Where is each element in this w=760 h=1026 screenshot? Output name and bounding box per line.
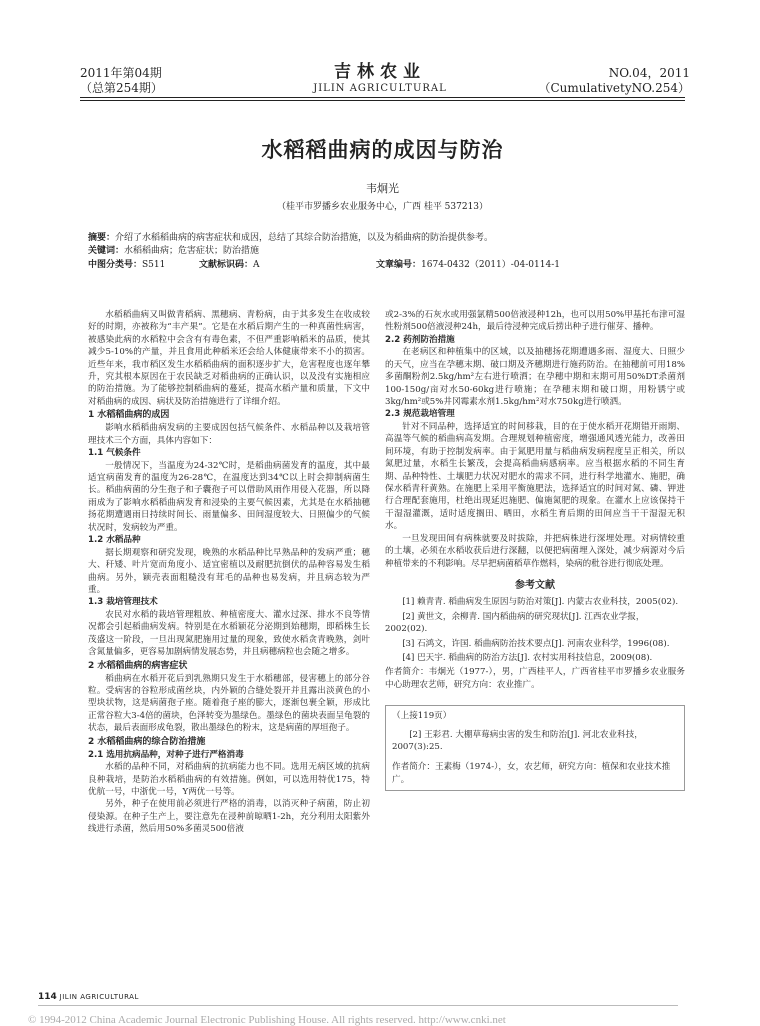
section-2-3-paragraph-2: 一旦发现田间有病株就要及时拔除，并把病株进行深埋处理。对病情较重的土壤，必须在水稻收获后进行深翻，以便把病菌埋入深处，减少病源对今后种植带来的不利影响。尽早把病菌稻草作燃料，染病的秕谷进行彻底处理。	[385, 533, 685, 569]
right-column	[385, 309, 685, 791]
journal-name-en: JILIN AGRICULTURAL	[313, 83, 447, 94]
continued-paragraph: 或2-3%的石灰水或用强氯精500倍液浸种12h，也可以用50%甲基托布津可湿性粉剂500倍液浸种24h，最后待浸种完成后捞出种子进行催芽、播种。	[385, 310, 685, 333]
section-1-1-paragraph: 一般情况下，当温度为24-32℃时，是稻曲病菌发育的温度，其中最适宜病菌发育的温度为26-28℃，在温度达到34℃以上时会抑制病菌生长。稻曲病菌的分生孢子和子囊孢子可以借助风雨作用侵入花器，所以降雨成为了影响水稻稻曲病发育和浸染的主要气候因素，尤其是在水稻抽穗扬花期遭遇雨日持续时间长、雨量偏多、田间湿度较大、日照偏少的气候状况时，发病较为严重。	[88, 460, 370, 533]
total-issue-en: （CumulativetyNO.254）	[538, 81, 690, 95]
left-column	[88, 309, 370, 836]
clc-label: 中图分类号：	[88, 260, 143, 270]
section-1-heading: 1 水稻稻曲病的成因	[88, 410, 170, 421]
abstract-line	[88, 232, 493, 244]
section-2-2-heading: 2.2 药剂防治措施	[385, 334, 455, 345]
continued-from-label: （上接119页）	[392, 711, 452, 722]
reference-item: [1] 赖青青. 稻曲病发生原因与防治对策[J]. 内蒙古农业科技，2005(02).	[402, 597, 679, 608]
total-issue-cn: （总第254期）	[80, 81, 163, 95]
author-affiliation: （桂平市罗播乡农业服务中心，广西 桂平 537213）	[276, 202, 489, 212]
issue-info-left	[80, 66, 163, 96]
keywords-label: 关键词：	[88, 246, 125, 256]
footer-journal: JILIN AGRICULTURAL	[59, 993, 139, 1001]
section-1-paragraph: 影响水稻稻曲病发病的主要成因包括气候条件、水稻品种以及栽培管理技术三个方面，具体内容如下：	[88, 423, 370, 446]
article-number-label: 文章编号：	[376, 260, 422, 270]
article-title: 水稻稻曲病的成因与防治	[261, 138, 504, 162]
article-number-line	[376, 259, 560, 271]
issue-cn: 2011年第04期	[80, 66, 162, 80]
article-number-value: 1674-0432（2011）-04-0114-1	[421, 260, 560, 270]
section-1-2-paragraph: 据长期观察和研究发现，晚熟的水稻品种比早熟品种的发病严重；穗大、秆矮、叶片宽而角度小、适宜密植以及耐肥抗倒伏的品种容易发生稻曲病。另外，颖壳表面粗糙没有茸毛的品种也易发病，并且病态较为严重。	[88, 547, 370, 595]
page-footer	[38, 992, 139, 1002]
continued-author-bio: 作者简介：王素梅（1974-），女，农艺师，研究方向：植保和农业技术推广。	[392, 762, 671, 785]
section-2-paragraph: 稻曲病在水稻开花后到乳熟期只发生于水稻穗部，侵害穗上的部分谷粒。受病害的谷粒形成菌丝块，内外颖的合缝处裂开并且露出淡黄色的小型块状物，这是病菌孢子座。随着孢子座的膨大，逐渐包裹全颖，形成比正常谷粒大3-4倍的菌块，色泽转变为墨绿色。墨绿色的菌块表面呈龟裂的状态，最后表面形成龟裂，散出墨绿色的粉末，这是病菌的厚垣孢子。	[88, 673, 370, 734]
header-rule	[80, 97, 685, 98]
section-2-3-heading: 2.3 规范栽培管理	[385, 409, 455, 420]
header-rule-2	[80, 100, 685, 101]
footer-rule	[38, 1005, 678, 1006]
section-2-heading: 2 水稻稻曲病的病害症状	[88, 660, 188, 671]
clc-line	[88, 259, 165, 271]
reference-item: [2] 黄世文，余柳青. 国内稻曲病的研究现状[J]. 江西农业学报，2002(02).	[385, 611, 645, 635]
section-2-2-paragraph: 在老病区和种植集中的区域，以及抽穗扬花期遭遇多雨、湿度大、日照少的天气，应当在孕穗末期、破口期及齐穗期进行施药防治。在抽穗前可用18%多菌酮粉剂2.5kg/hm²左右进行喷洒；在孕穗中期和末期可用50%DT杀菌剂100-150g/亩对水50-60kg进行喷施；在孕穗末期和破口期，用粉锈宁或3kg/hm²或5%井冈霉素水剂1.5kg/hm²对水750kg进行喷洒。	[385, 347, 685, 408]
section-1-2-heading: 1.2 水稻品种	[88, 535, 141, 546]
reference-item: [3] 石鸿文，许国. 稻曲病防治技术要点[J]. 河南农业科学，1996(08).	[402, 638, 670, 649]
section-2-3-paragraph-1: 针对不同品种，选择适宜的时间移栽，目的在于使水稻开花期错开雨期、高温等气候的稻曲病高发期。合理规划种植密度，增强通风透光能力，改善田间环境，有助于控制发病率。由于氮肥用量与稻曲病发病程度呈正相关，所以氮肥过量，水稻生长繁茂，会提高稻曲病感病率。应当根据水稻的不同生育期、品种特性、土壤肥力状况对肥水的需求不同，进行科学地灌水、施肥，确保水稻青秆黄熟。在施肥上采用平衡施肥法，选择适宜的时间对氮、磷、钾进行合理配套施用，杜绝出现延迟施肥、偏施氮肥的现象。在灌水上应该保持干干湿湿灌溉，适时适度搁田、晒田，水稻生育后期的田间应当干干湿湿无积水。	[385, 422, 685, 532]
journal-name	[280, 62, 480, 95]
page-number: 114	[38, 992, 57, 1002]
section-1-3-heading: 1.3 栽培管理技术	[88, 597, 158, 608]
section-1-3-paragraph: 农民对水稻的栽培管理粗放、种植密度大、灌水过深、排水不良等情况都会引起稻曲病发病。特别是在水稻颖花分泌期到始穗期，即稻株生长茂盛这一阶段，一旦出现氮肥施用过量的现象，致使水稻贪青晚熟，剑叶含氮量偏多，更容易加剧病情发展态势，并且病穗病粒也会随之增多。	[88, 609, 370, 658]
issue-en: NO.04，2011	[608, 66, 690, 80]
author-bio: 作者简介：韦炯光（1977-），男，广西桂平人，广西省桂平市罗播乡农业服务中心助理农艺师，研究方向：农业推广。	[385, 667, 685, 690]
section-1-1-heading: 1.1 气候条件	[88, 448, 141, 459]
section-2-1-paragraph-2: 另外，种子在使用前必须进行严格的消毒，以消灭种子病菌，防止初侵染源。在种子生产上，要注意先在浸种前晾晒1-2h，充分利用太阳紫外线进行杀菌，然后用50%多菌灵500倍液	[88, 799, 370, 835]
abstract-label: 摘要：	[88, 233, 116, 243]
doc-code-value: A	[253, 260, 260, 270]
article-author: 韦炯光	[366, 182, 399, 195]
journal-name-cn: 吉林农业	[334, 62, 426, 82]
doc-code-label: 文献标识码：	[199, 260, 254, 270]
reference-item: [4] 巴天宇. 稻曲病的防治方法[J]. 农村实用科技信息，2009(08).	[402, 652, 653, 663]
doc-code-line	[199, 259, 260, 271]
copyright-watermark: © 1994-2012 China Academic Journal Electronic Publishing House. All rights reserved. http://www.cnki.net	[28, 1014, 506, 1026]
section-2-1-heading: 2.1 选用抗病品种，对种子进行严格消毒	[88, 749, 244, 760]
section-3-heading: 2 水稻稻曲病的综合防治措施	[88, 736, 206, 747]
keywords-line	[88, 245, 259, 257]
continued-reference: [2] 王彩君. 大棚草莓病虫害的发生和防治[J]. 河北农业科技，2007(3):25.	[392, 729, 643, 752]
intro-paragraph: 水稻稻曲病又叫做青稻病、黑穗病、青粉病，由于其多发生在收成较好的时期，亦被称为“丰产果”。它是在水稻后期产生的一种真菌性病害，被感染此病的水稻粒中会含有有毒色素，不但严重影响稻米的品质，使其减少5-10%的产量，并且食用此种稻米还会给人体健康带来不小的损害。近些年来，我市稻区发生水稻稻曲病的面积逐步扩大，危害程度也逐年攀升，究其根本原因在于农民缺乏对稻曲病的正确认识，以及没有实施相应的防治措施。为了能够控制稻曲病的蔓延，提高水稻产量和质量，下文中对稻曲病的成因、病状及防治措施进行了详细介绍。	[88, 310, 370, 407]
references-heading: 参考文献	[515, 579, 555, 591]
section-2-1-paragraph-1: 水稻的品种不同，对稻曲病的抗病能力也不同。选用无病区域的抗病良种栽培，是防治水稻稻曲病的有效措施。例如，可以选用特优175，特优航一号，中浙优一号，Y两优一号等。	[88, 762, 370, 797]
keywords-text: 水稻稻曲病；危害症状；防治措施	[124, 246, 260, 256]
clc-value: S511	[142, 260, 166, 270]
continued-from-box	[385, 705, 685, 791]
issue-info-right	[530, 66, 690, 96]
abstract-text: 介绍了水稻稻曲病的病害症状和成因，总结了其综合防治措施，以及为稻曲病的防治提供参考。	[115, 233, 494, 243]
